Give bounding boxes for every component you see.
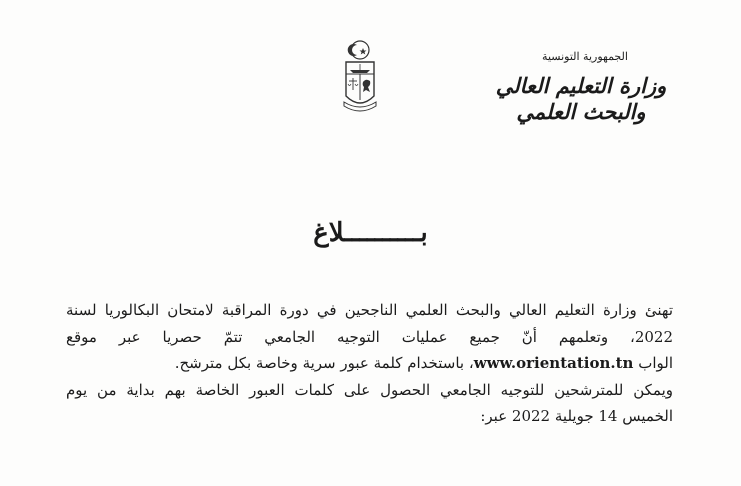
body-line-3-suffix: ، باستخدام كلمة عبور سرية وخاصة بكل مترشح.	[174, 354, 474, 372]
ministry-header	[481, 50, 681, 125]
body-line-5: الخميس 14 جويلية 2022 عبر:	[480, 407, 673, 425]
website-link[interactable]: www.orientation.tn	[473, 354, 634, 372]
republic-name: الجمهورية التونسية	[542, 50, 628, 63]
announcement-title-text: بــــــــــلاغ	[313, 218, 428, 248]
announcement-title	[0, 218, 741, 248]
body-line-1: تهنئ وزارة التعليم العالي والبحث العلمي الناجحين في دورة المراقبة لامتحان البكالوريا لسنة	[66, 301, 673, 319]
body-line-3-prefix: الواب	[638, 354, 673, 372]
body-line-4: ويمكن للمترشحين للتوجيه الجامعي الحصول على كلمات العبور الخاصة بهم بداية من يوم	[66, 380, 673, 399]
ministry-name-line1: وزارة التعليم العالي	[495, 73, 667, 98]
ministry-name-line2: والبحث العلمي	[516, 99, 646, 124]
body-line-3	[66, 350, 673, 377]
coat-of-arms-emblem	[340, 38, 380, 128]
announcement-body	[66, 297, 673, 430]
body-line-2: 2022، وتعلمهم أنّ جميع عمليات التوجيه الجامعي تتمّ حصريا عبر موقع	[66, 327, 673, 346]
